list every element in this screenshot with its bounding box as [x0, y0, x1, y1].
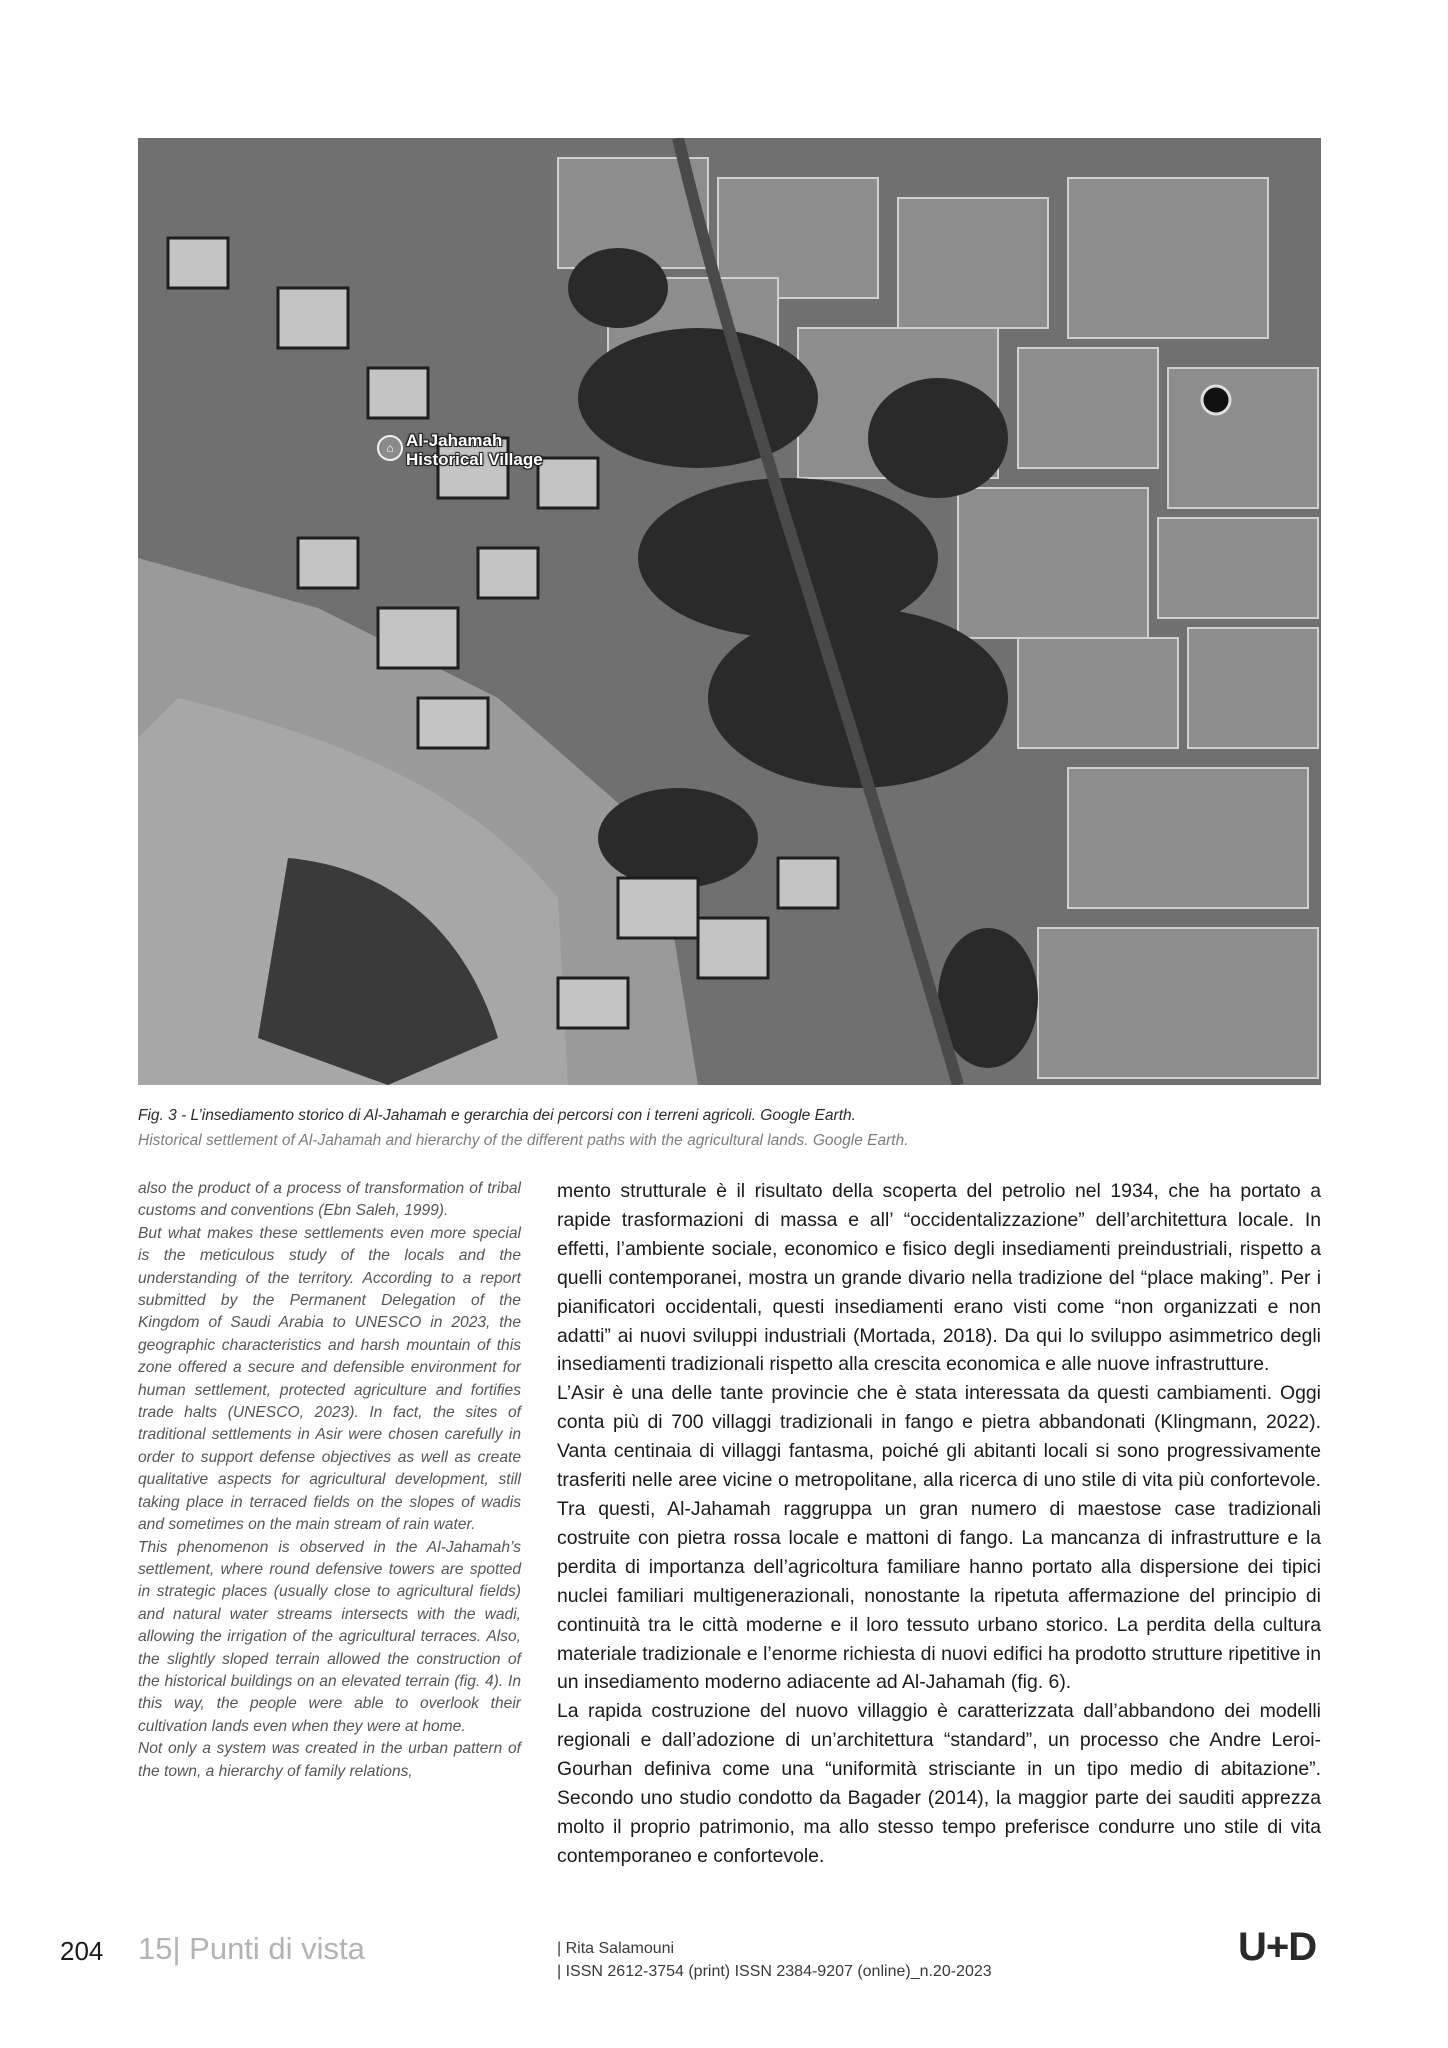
page-number: 204 — [60, 1936, 104, 1966]
journal-logo: U+D — [1238, 1925, 1317, 1969]
left-column — [138, 1178, 521, 1783]
museum-pin-icon: ⌂ — [377, 435, 403, 461]
section-title: 15| Punti di vista — [138, 1931, 365, 1966]
map-label — [406, 431, 543, 469]
caption-english: Historical settlement of Al-Jahamah and hierarchy of the different paths with the agricultural lands. Google Earth. — [138, 1132, 909, 1149]
left-paragraph: Not only a system was created in the urban pattern of the town, a hierarchy of family relations, — [138, 1740, 521, 1780]
right-column — [557, 1177, 1321, 1871]
caption-italian: Fig. 3 - L’insediamento storico di Al-Jahamah e gerarchia dei percorsi con i terreni agricoli. Google Earth. — [138, 1107, 856, 1124]
right-paragraph: La rapida costruzione del nuovo villaggio è caratterizzata dall’abbandono dei modelli regionali e dall’adozione di un’architettura “standard”, un processo che Andre Leroi-Gourhan definiva come una “uniformità strisciante in un tipo medio di abitazione”. Secondo uno studio condotto da Bagader (2014), la maggior parte dei sauditi apprezza molto il proprio patrimonio, ma allo stesso tempo preferisce condurre uno stile di vita contemporaneo e confortevole. — [557, 1700, 1321, 1867]
left-paragraph: But what makes these settlements even more special is the meticulous study of the locals and the understanding of the territory. According to a report submitted by the Permanent Delegation of the Kingdom of Saudi Arabia to UNESCO in 2023, the geographic characteristics and harsh mountain of this zone offered a secure and defensible environment for human settlement, protected agriculture and fortifies trade halts (UNESCO, 2023). In fact, the sites of traditional settlements in Asir were chosen carefully in order to support defense objectives as well as create qualitative aspects for agricultural development, still taking place in terraced fields on the slopes of wadis and sometimes on the main stream of rain water. — [138, 1224, 521, 1534]
footer-credits — [557, 1937, 992, 1983]
left-paragraph: This phenomenon is observed in the Al-Jahamah’s settlement, where round defensive towers are spotted in strategic places (usually close to agricultural fields) and natural water streams intersects with the wadi, allowing the irrigation of the agricultural terraces. Also, the slightly sloped terrain allowed the construction of the historical buildings on an elevated terrain (fig. 4). In this way, the people were able to overlook their cultivation lands even when they were at home. — [138, 1538, 521, 1735]
map-label-line2: Historical Village — [406, 450, 543, 469]
right-paragraph: mento strutturale è il risultato della scoperta del petrolio nel 1934, che ha portato a rapide trasformazioni di massa e all’ “occidentalizzazione” dell’architettura locale. In effetti, l’ambiente sociale, economico e fisico degli insediamenti preindustriali, rispetto a quelli contemporanei, mostra un grande divario nella tradizione del “place making”. Per i pianificatori occidentali, questi insediamenti erano visti come “non organizzati e non adatti” ai nuovi sviluppi industriali (Mortada, 2018). Da qui lo sviluppo asimmetrico degli insediamenti tradizionali rispetto alla crescita economica e alle nuove infrastrutture. — [557, 1180, 1321, 1376]
right-paragraph: L’Asir è una delle tante provincie che è stata interessata da questi cambiamenti. Oggi conta più di 700 villaggi tradizionali in fango e pietra abbandonati (Klingmann, 2022). Vanta centinaia di villaggi fantasma, poiché gli abitanti locali si sono progressivamente trasferiti nelle aree vicine o metropolitane, alla ricerca di uno stile di vita più confortevole. Tra questi, Al-Jahamah raggruppa un gran numero di maestose case tradizionali costruite con pietra rossa locale e mattoni di fango. La mancanza di infrastrutture e la perdita di importanza dell’agricoltura familiare hanno portato alla dispersione dei tipici nuclei familiari multigenerazionali, nonostante la ripetuta affermazione del principio di continuità tra le città moderne e il loro tessuto urbano storico. La perdita della cultura materiale tradizionale e l’enorme richiesta di nuovi edifici ha prodotto strutture ripetitive in un insediamento moderno adiacente ad Al-Jahamah (fig. 6). — [557, 1382, 1321, 1694]
satellite-image — [138, 138, 1321, 1085]
left-paragraph: also the product of a process of transformation of tribal customs and conventions (Ebn Saleh, 1999). — [138, 1180, 521, 1220]
author-name: | Rita Salamouni — [557, 1940, 675, 1957]
issn-line: | ISSN 2612-3754 (print) ISSN 2384-9207 (online)_n.20-2023 — [557, 1963, 992, 1980]
figure-caption — [138, 1103, 1321, 1153]
satellite-figure — [138, 138, 1321, 1085]
map-label-line1: Al-Jahamah — [406, 431, 503, 450]
